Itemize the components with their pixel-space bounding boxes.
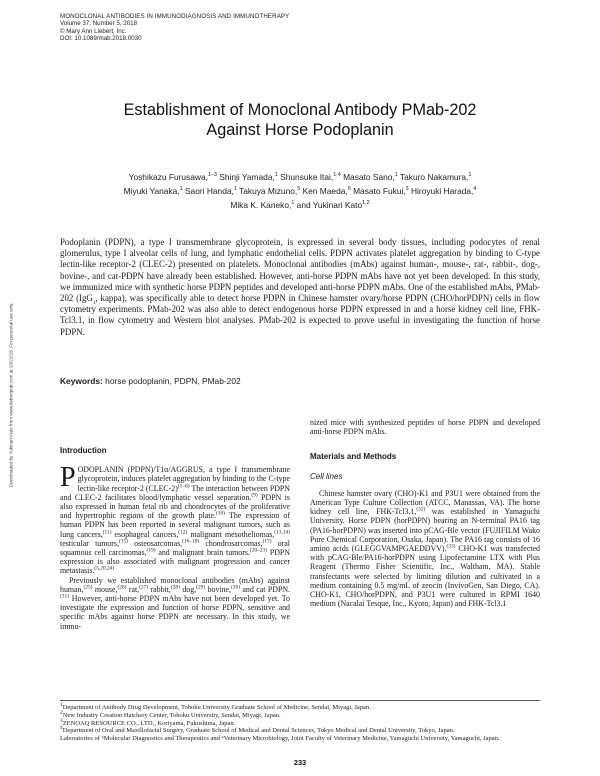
drop-cap: P [60,462,76,494]
intro-continued: nized mice with synthesized peptides of horse PDPN and developed anti-horse PDPN mAbs. [310,418,540,437]
cell-lines-heading: Cell lines [310,471,343,481]
running-header [60,13,540,43]
introduction-heading: Introduction [60,446,107,455]
cell-lines-paragraph: Chinese hamster ovary (CHO)-K1 and P3U1 were obtained from the American Type Culture Collection (ATCC, Manassas, VA). The horse kidney cell line, FHK-Tcl3.1,$^{(32)}$ was established in Yamaguchi University. Horse PDPN (horPDPN) bearing an N-terminal PA16 tag (PA16-horPDPN) was inserted into pCAG-Ble vector (FUJIFILM Wako Pure Chemical Corporation, Osaka, Japan). The PA16 tag consists of 16 amino acids (GLEGGVAMPGAEDDVV).$^{(33)}$ CHO-K1 was transfected with pCAG-Ble/PA16-horPDPN using Lipofectamine LTX with Plus Reagent (Thermo Fisher Scientific, Inc., Waltham, MA). Stable transfectants were selected by limiting dilution and cultivated in a medium containing 0.5 mg/mL of zeocin (InvivoGen, San Diego, CA). CHO-K1, CHO/horPDPN, and P3U1 were cultured in RPMI 1640 medium (Nacalai Tesque, Inc., Kyoto, Japan) and FHK-Tcl3.1 [310,488,540,609]
footnote-divider [60,700,540,701]
download-notice-text: Downloaded by Yukinari Kato from www.liebertpub.com at 10/22/18. For personal use only. [8,302,14,488]
keywords-text: horse podoplanin, PDPN, PMab-202 [105,376,241,386]
article-title [60,100,540,140]
author: and Yukinari Kato [296,200,363,211]
right-column [310,418,540,608]
affiliation: $^2$New Industry Creation Hatchery Center, Tohoku University, Sendai, Miyagi, Japan. [60,709,281,719]
author: Ken Maeda, [302,186,348,197]
volume-info: Volume 37, Number 5, 2018 [60,20,138,28]
affiliation: Laboratories of ⁵Molecular Diagnostics and Therapeutics and ⁶Veterinary Microbiology, Joint Faculty of Veterinary Medicine, Yamaguchi University, Yamaguchi, Japan. [60,735,500,743]
left-column [60,446,290,631]
title-line-1: Establishment of Monoclonal Antibody PMab-202 [123,101,477,119]
doi[interactable]: DOI: 10.1089/mab.2018.0030 [60,35,142,43]
author-line-3: Mika K. Kaneko,$^1$ and Yukinari Kato$^{1,2}$ [230,200,370,211]
affiliation: $^4$Department of Oral and Maxillofacial Surgery, Graduate School of Medical and Dental Sciences, Tokyo Medical and Dental University, Tokyo, Japan. [60,725,455,735]
intro-paragraph-2: Previously we established monoclonal antibodies (mAbs) against human,$^{(25)}$ mouse,$^{(26)}$ rat,$^{(27)}$ rabbit,$^{(28)}$ dog,$^{(29)}$ bovine,$^{(30)}$ and cat PDPN.$^{(31)}$ However, anti-horse PDPN mAbs have not been developed yet. To investigate the expression and function of horse PDPN, sensitive and specific mAbs against horse PDPN are necessary. In this study, we immu- [60,575,291,631]
author-line-2: Miyuki Yanaka,$^1$ Saori Handa,$^1$ Takuya Mizuno,$^5$ Ken Maeda,$^6$ Masato Fukui,$^3$ Hiroyuki Harada,$^4$ [123,186,477,197]
journal-name: MONOCLONAL ANTIBODIES IN IMMUNODIAGNOSIS AND IMMUNOTHERAPY [60,13,290,20]
author-line-1: Yoshikazu Furusawa,$^{1-3}$ Shinji Yamada,$^1$ Shunsuke Itai,$^{1,4}$ Masato Sano,$^1$ Takuro Nakamura,$^1$ [128,172,472,182]
author: Takuro Nakamura, [399,172,469,182]
title-line-2: Against Horse Podoplanin [206,121,394,139]
author: Masato Sano, [343,172,395,182]
author: Miyuki Yanaka, [123,186,180,197]
page-number: 233 [293,758,307,767]
affiliation: $^1$Department of Antibody Drug Development, Tohoku University Graduate School of Medicine, Sendai, Miyagi, Japan. [60,701,371,711]
author: Saori Handa, [184,186,234,197]
affiliations [60,701,540,743]
author: Shinji Yamada, [219,172,275,182]
author: Yoshikazu Furusawa, [128,172,208,182]
affiliation: $^3$ZENOAQ RESOURCE CO., LTD., Koriyama, Fukushima, Japan. [60,717,236,727]
download-notice [5,160,17,630]
copyright: © Mary Ann Liebert, Inc. [60,27,127,35]
author: Shunsuke Itai, [280,172,334,182]
author: Mika K. Kaneko, [230,200,292,211]
author: Masato Fukui, [353,186,406,197]
author-list [60,170,540,213]
keywords-label: Keywords: [60,376,103,386]
keywords [60,376,540,386]
author: Takuya Mizuno, [239,186,298,197]
author: Hiroyuki Harada, [411,186,474,197]
intro-paragraph-1: PODOPLANIN (PDPN)/T1α/AGGRUS, a type I transmembrane glycoprotein, induces platelet aggregation by binding to the C-type lectin-like receptor-2 (CLEC-2)$^{(1-8)}$ The interaction between PDPN and CLEC-2 facilitates blood/lymphatic vessel separation.$^{(9)}$ PDPN is also expressed in human fetal rib and chondrocytes of the proliferative and hypertrophic regions of the growth plate.$^{(10)}$ The expression of human PDPN has been reported in several malignant tumors, such as lung cancers,$^{(11)}$ esophageal cancers,$^{(12)}$ malignant mesotheliomas,$^{(13,14)}$ testicular tumors,$^{(15)}$ osteosarcomas,$^{(16-18)}$ chondrosarcomas,$^{(17)}$ oral squamous cell carcinomas,$^{(19)}$ and malignant brain tumors.$^{(20-23)}$ PDPN expression is also associated with malignant progression and cancer metastasis.$^{(5,20,24)}$ [60,462,290,576]
methods-heading: Materials and Methods [310,452,397,462]
abstract: Podoplanin (PDPN), a type I transmembrane glycoprotein, is expressed in several body tissues, including podocytes of renal glomerulus, type I alveolar cells of lung, and lymphatic endothelial cells. PDPN activates platelet aggregation by binding to C-type lectin-like receptor-2 (CLEC-2) presented on platelets. Monoclonal antibodies (mAbs) against human-, mouse-, rat-, rabbit-, dog-, bovine-, and cat-PDPN have already been established. However, anti-horse PDPN mAbs have not yet been developed. In this study, we immunized mice with synthetic horse PDPN peptides and developed anti-horse PDPN mAbs. One of the established mAbs, PMab-202 (IgG$_1$, kappa), was specifically able to detect horse PDPN in Chinese hamster ovary/horse PDPN (CHO/horPDPN) cells in flow cytometry experiments. PMab-202 was also able to detect endogenous horse PDPN expressed in and a horse kidney cell line, FHK-Tcl3.1, in flow cytometry and Western blot analyses. PMab-202 is expected to prove useful in investigating the function of horse PDPN. [60,237,540,337]
